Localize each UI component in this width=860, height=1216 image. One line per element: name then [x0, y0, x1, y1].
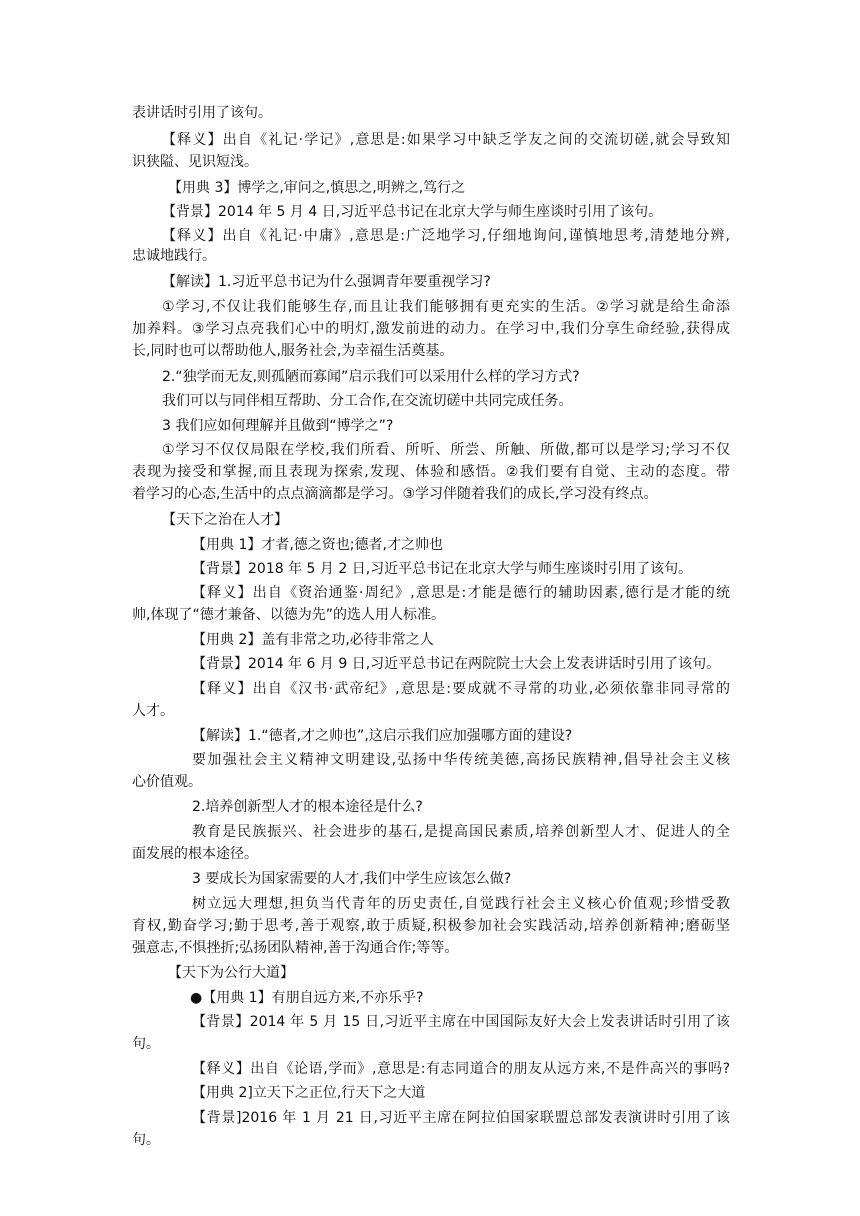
- text-line: ●【用典 1】有朋自远方来,不亦乐乎?: [190, 990, 424, 1006]
- text-line: 表现为接受和掌握,而且表现为探索,发现、体验和感悟。②我们要有自觉、主动的态度。带: [132, 464, 730, 480]
- text-line: 【用典 2】盖有非常之功,必待非常之人: [192, 632, 434, 648]
- section-heading: 【天下之治在人才】: [162, 512, 288, 528]
- text-line: 【用典 3】博学之,审问之,慎思之,明辨之,笃行之: [168, 180, 466, 196]
- text-line: 强意志,不惧挫折;弘扬团队精神,善于沟通合作;等等。: [132, 940, 459, 956]
- text-line: 帅,体现了“德才兼备、以德为先”的选人用人标准。: [132, 607, 445, 623]
- text-line: 【释义】出自《礼记·学记》,意思是:如果学习中缺乏学友之间的交流切磋,就会导致知: [162, 132, 730, 148]
- text-line: 育权,勤奋学习;勤于思考,善于观察,敢于质疑,积极参加社会实践活动,培养创新精神;磨砺坚: [132, 918, 730, 934]
- text-line: 教育是民族振兴、社会进步的基石,是提高国民素质,培养创新型人才、促进人的全: [192, 824, 730, 840]
- text-line: 【背景】2018 年 5 月 2 日,习近平总书记在北京大学与师生座谈时引用了该句。: [192, 561, 693, 577]
- text-line: 【释义】出自《资治通鉴·周纪》,意思是:才能是德行的辅助因素,德行是才能的统: [192, 585, 730, 601]
- text-line: 【背景】2014 年 5 月 15 日,习近平主席在中国国际友好大会上发表讲话时引用了该: [192, 1014, 730, 1030]
- text-line: 2.“独学而无友,则孤陋而寡闻”启示我们可以采用什么样的学习方式?: [162, 369, 580, 385]
- text-line: 长,同时也可以帮助他人,服务社会,为幸福生活奠基。: [132, 343, 454, 359]
- text-line: 树立远大理想,担负当代青年的历史责任,自觉践行社会主义核心价值观;珍惜受教: [192, 896, 730, 912]
- text-line: 3 我们应如何理解并且做到“博学之”?: [162, 418, 394, 434]
- text-line: 句。: [132, 1036, 160, 1052]
- text-line: 【背景]2016 年 1 月 21 日,习近平主席在阿拉伯国家联盟总部发表演讲时引用了该: [192, 1110, 730, 1126]
- text-line: 【背景】2014 年 6 月 9 日,习近平总书记在两院院士大会上发表讲话时引用了该句。: [192, 656, 721, 672]
- text-line: 加养料。③学习点亮我们心中的明灯,激发前进的动力。在学习中,我们分享生命经验,获得成: [132, 321, 730, 337]
- text-line: 【用典 2]立天下之正位,行天下之大道: [192, 1085, 426, 1101]
- text-line: 表讲话时引用了该句。: [132, 105, 272, 121]
- text-line: ①学习不仅仅局限在学校,我们所看、所听、所尝、所触、所做,都可以是学习;学习不仅: [162, 442, 730, 458]
- text-line: 【释义】出自《论语,学而》,意思是:有志同道合的朋友从远方来,不是件高兴的事吗?: [192, 1061, 730, 1077]
- text-line: 【释义】出自《汉书·武帝纪》,意思是:要成就不寻常的功业,必须依靠非同寻常的: [192, 681, 730, 697]
- text-line: 3 要成长为国家需要的人才,我们中学生应该怎么做?: [192, 871, 512, 887]
- text-line: 人才。: [132, 703, 174, 719]
- text-line: 我们可以与同伴相互帮助、分工合作,在交流切磋中共同完成任务。: [162, 393, 573, 409]
- text-line: 【解读】1.习近平总书记为什么强调青年要重视学习?: [162, 274, 491, 290]
- text-line: 忠诚地践行。: [132, 248, 216, 264]
- text-line: 要加强社会主义精神文明建设,弘扬中华传统美德,高扬民族精神,倡导社会主义核: [192, 752, 730, 768]
- text-line: 着学习的心态,生活中的点点滴滴都是学习。③学习伴随着我们的成长,学习没有终点。: [132, 486, 658, 502]
- text-line: 识狭隘、见识短浅。: [132, 154, 258, 170]
- text-line: 句。: [132, 1132, 160, 1148]
- text-line: 2.培养创新型人才的根本途径是什么?: [192, 799, 423, 815]
- text-line: 心价值观。: [132, 774, 202, 790]
- section-heading: 【天下为公行大道】: [168, 965, 294, 981]
- text-line: 【背景】2014 年 5 月 4 日,习近平总书记在北京大学与师生座谈时引用了该句。: [162, 204, 663, 220]
- text-line: 面发展的根本途径。: [132, 846, 258, 862]
- text-line: ①学习,不仅让我们能够生存,而且让我们能够拥有更充实的生活。②学习就是给生命添: [162, 299, 730, 315]
- text-line: 【解读】1.“德者,才之帅也”,这启示我们应加强哪方面的建设?: [192, 728, 573, 744]
- text-line: 【释义】出自《礼记·中庸》,意思是:广泛地学习,仔细地询问,谨慎地思考,清楚地分辨,: [162, 228, 730, 244]
- text-line: 【用典 1】才者,德之资也;德者,才之帅也: [192, 537, 443, 553]
